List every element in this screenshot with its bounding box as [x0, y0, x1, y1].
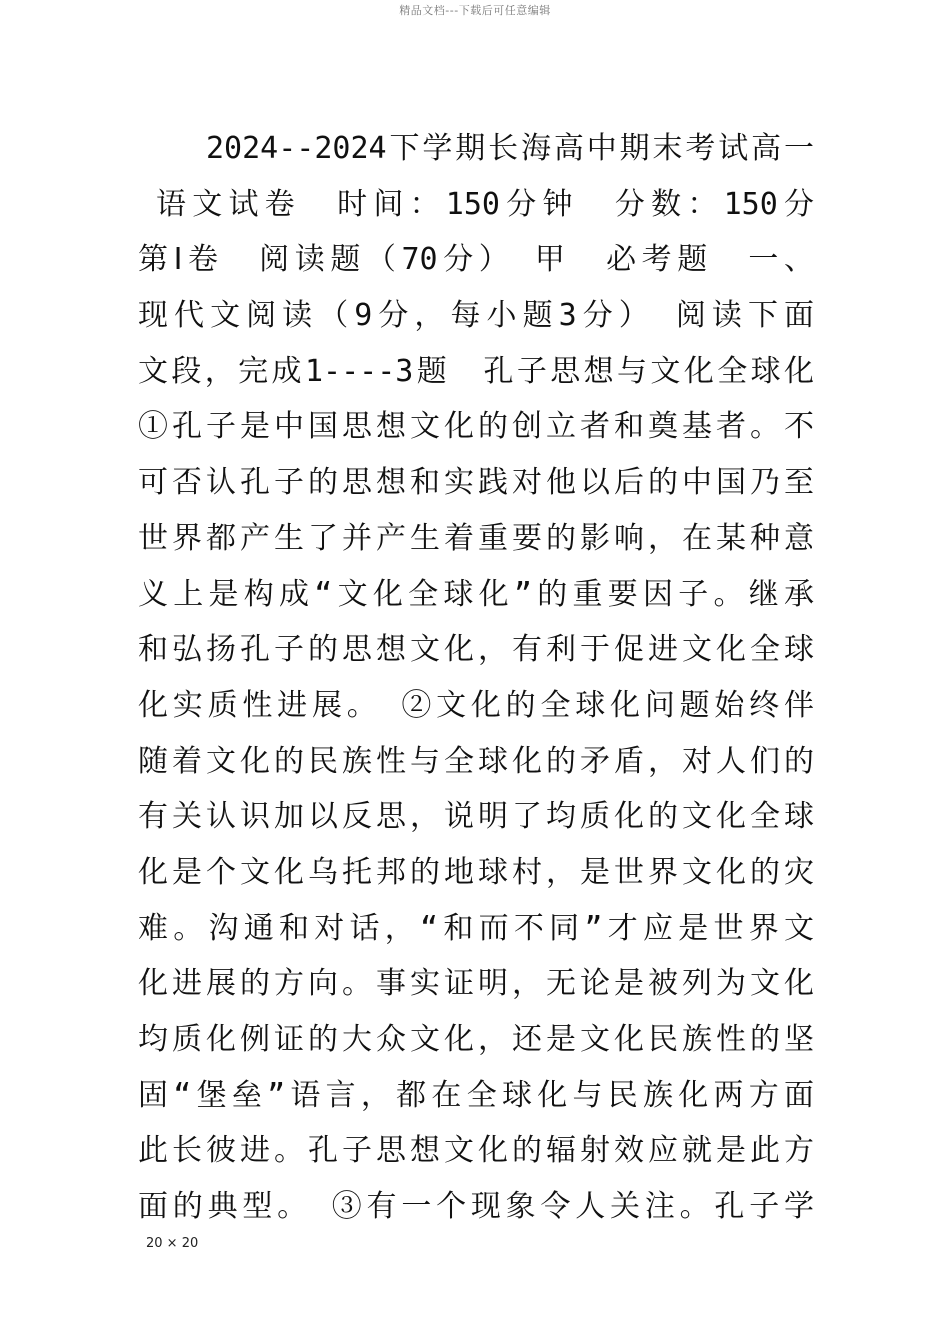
- text-line: 均质化例证的大众文化，还是文化民族性的坚: [138, 1022, 814, 1057]
- text-line: 化实质性进展。 ②文化的全球化问题始终伴: [138, 687, 814, 723]
- text-line: 化是个文化乌托邦的地球村，是世界文化的灾: [138, 854, 814, 890]
- text-line: 和弘扬孔子的思想文化，有利于促进文化全球: [138, 632, 814, 668]
- text-line: 世界都产生了并产生着重要的影响，在某种意: [138, 520, 814, 556]
- text-line: 化进展的方向。事实证明，无论是被列为文化: [138, 966, 814, 1002]
- text-line: 义上是构成“文化全球化”的重要因子。继承: [138, 576, 814, 612]
- text-line: ①孔子是中国思想文化的创立者和奠基者。不: [138, 409, 814, 445]
- text-line: 文段，完成1----3题 孔子思想与文化全球化: [138, 353, 814, 389]
- text-line: 随着文化的民族性与全球化的矛盾，对人们的: [138, 743, 814, 779]
- title-line: 2024--2024下学期长海高中期末考试高一: [206, 131, 814, 166]
- text-line: 有关认识加以反思，说明了均质化的文化全球: [138, 799, 814, 835]
- text-line: 固“堡垒”语言，都在全球化与民族化两方面: [138, 1077, 814, 1113]
- text-line: 难。沟通和对话，“和而不同”才应是世界文: [138, 910, 814, 946]
- text-line: 可否认孔子的思想和实践对他以后的中国乃至: [138, 465, 814, 501]
- text-line: 面的典型。 ③有一个现象令人关注。孔子学: [138, 1189, 814, 1225]
- text-line: 第Ⅰ卷 阅读题（70分） 甲 必考题 一、: [138, 242, 814, 278]
- exam-info-line: 语文试卷 时间：150分钟 分数：150分: [156, 186, 814, 222]
- page-header-watermark: 精品文档---下载后可任意编辑: [399, 4, 551, 17]
- text-line: 此长彼进。孔子思想文化的辐射效应就是此方: [138, 1133, 814, 1169]
- grid-size-label: 20 × 20: [146, 1236, 199, 1251]
- text-line: 现代文阅读（9分，每小题3分） 阅读下面: [138, 298, 814, 334]
- document-body: [138, 121, 814, 1235]
